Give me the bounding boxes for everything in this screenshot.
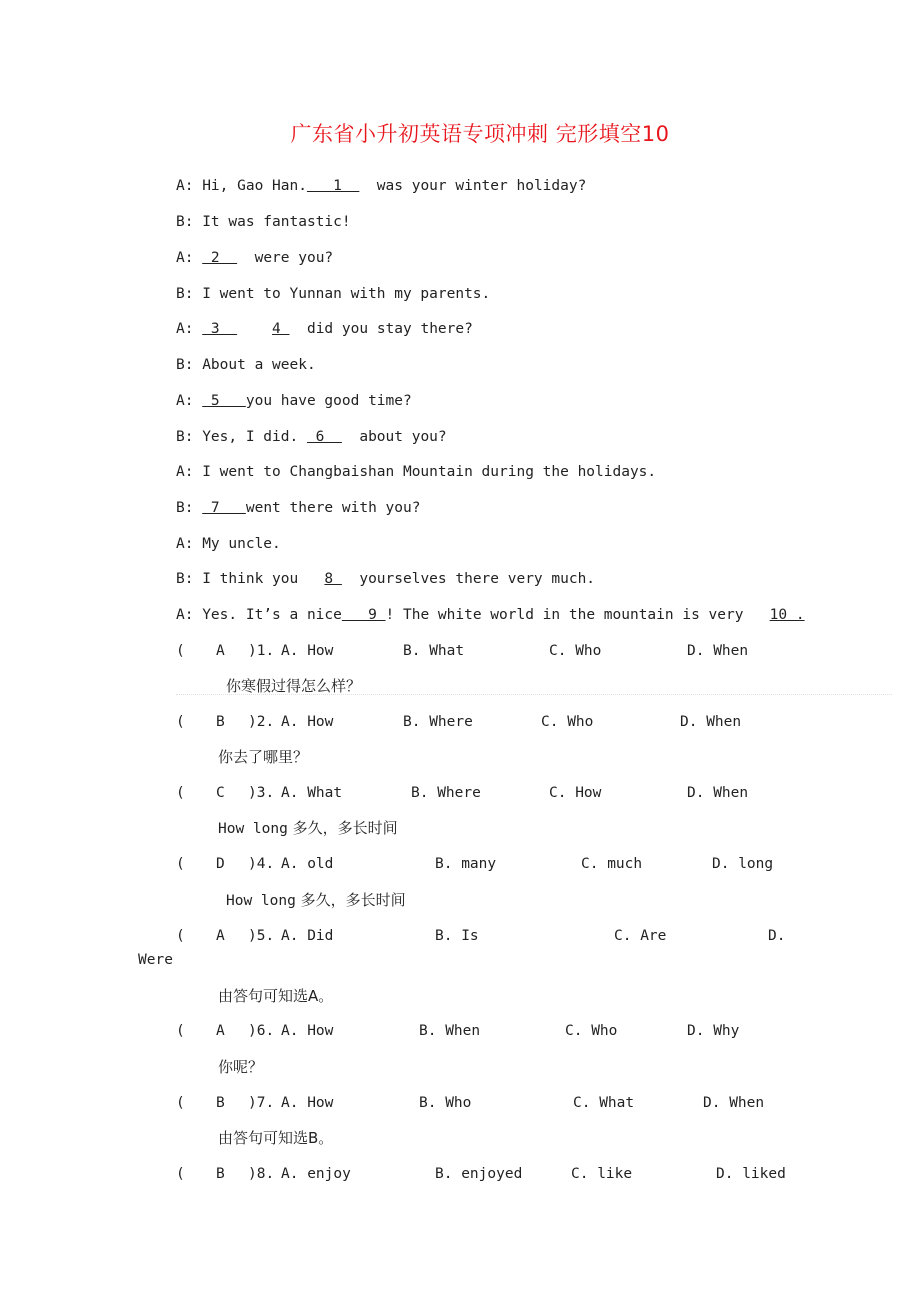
dialogue-line [176, 212, 351, 232]
explanation-text: 你呢？ [218, 1058, 264, 1076]
option: C. What [573, 1095, 635, 1111]
dialogue-text: A: Hi, Gao Han. [176, 178, 307, 194]
dialogue-text: A: [176, 393, 203, 409]
paren: ( [176, 928, 185, 944]
option: C. like [571, 1166, 633, 1182]
option: A. old [281, 856, 334, 872]
answer: B [216, 714, 225, 730]
option: B. Where [403, 714, 473, 730]
option: D. When [687, 785, 749, 801]
option: B. When [419, 1023, 481, 1039]
explanation [218, 747, 308, 767]
paren: ( [176, 1166, 185, 1182]
option: C. Who [565, 1023, 618, 1039]
answer: C [216, 785, 225, 801]
explanation-phrase: How long [226, 893, 296, 909]
blank: 9 [341, 607, 386, 623]
option: A. Did [281, 928, 334, 944]
dialogue-line [176, 498, 420, 518]
question-number: )7. [248, 1095, 275, 1111]
option: A. How [281, 1095, 334, 1111]
option: A. What [281, 785, 343, 801]
answer: A [216, 643, 225, 659]
dialogue-text: B: [176, 500, 203, 516]
dialogue-line [176, 569, 595, 589]
option: A. enjoy [281, 1166, 351, 1182]
option: C. much [581, 856, 643, 872]
dialogue-text: B: About a week. [176, 357, 316, 373]
option: C. How [549, 785, 602, 801]
dialogue-line [176, 427, 447, 447]
option: B. enjoyed [435, 1166, 523, 1182]
dialogue-text: you have good time? [245, 393, 412, 409]
explanation-text: 由答句可知选B。 [218, 1129, 334, 1147]
dialogue-line [176, 534, 281, 554]
explanation [218, 986, 333, 1006]
dialogue-text: A: I went to Changbaishan Mountain during the holidays. [176, 464, 657, 480]
question-number: )2. [248, 714, 275, 730]
blank: 2 [202, 250, 238, 266]
explanation-text: 由答句可知选A。 [218, 987, 334, 1005]
option: D. When [687, 643, 749, 659]
blank: 5 [202, 393, 246, 409]
explanation [226, 890, 406, 911]
explanation-text: 你寒假过得怎么样？ [226, 677, 362, 695]
option: B. Is [435, 928, 479, 944]
blank: 3 [202, 321, 238, 337]
dialogue-text: about you? [341, 429, 447, 445]
option: D. [768, 928, 786, 944]
paren: ( [176, 1023, 185, 1039]
dialogue-text: went there with you? [245, 500, 421, 516]
paren: ( [176, 643, 185, 659]
option: C. Who [541, 714, 594, 730]
option: D. liked [716, 1166, 786, 1182]
explanation [218, 1128, 333, 1148]
blank: 10 . [769, 607, 805, 623]
dialogue-text: B: I went to Yunnan with my parents. [176, 286, 491, 302]
dialogue-line [176, 355, 316, 375]
explanation [226, 676, 361, 696]
paren: ( [176, 856, 185, 872]
dialogue-text [237, 321, 272, 337]
option: B. What [403, 643, 465, 659]
page-title: 广东省小升初英语专项冲刺 完形填空10 [290, 122, 670, 146]
option: C. Who [549, 643, 602, 659]
dialogue-line [176, 462, 656, 482]
option: C. Are [614, 928, 667, 944]
option: B. Where [411, 785, 481, 801]
dialogue-text: A: Yes. It’s a nice [176, 607, 342, 623]
explanation-phrase: How long [218, 821, 288, 837]
dialogue-line [176, 319, 473, 339]
option-wrap: Were [138, 952, 173, 968]
answer: A [216, 928, 225, 944]
option: D. long [712, 856, 774, 872]
paren: ( [176, 785, 185, 801]
option: D. Why [687, 1023, 740, 1039]
option: A. How [281, 1023, 334, 1039]
dialogue-text: A: [176, 321, 203, 337]
dialogue-text: yourselves there very much. [341, 571, 596, 587]
answer: B [216, 1166, 225, 1182]
blank: 7 [202, 500, 246, 516]
dialogue-text: A: My uncle. [176, 536, 281, 552]
blank: 1 [306, 178, 360, 194]
question-number: )4. [248, 856, 275, 872]
dialogue-line [176, 391, 412, 411]
explanation-text: 多久，多长时间 [292, 819, 398, 837]
dialogue-line [176, 176, 586, 196]
answer: B [216, 1095, 225, 1111]
question-number: )5. [248, 928, 275, 944]
question-number: )3. [248, 785, 275, 801]
option: D. When [703, 1095, 765, 1111]
blank: 6 [306, 429, 342, 445]
dialogue-text: was your winter holiday? [359, 178, 587, 194]
blank: 8 [324, 571, 342, 587]
option: B. many [435, 856, 497, 872]
option: A. How [281, 714, 334, 730]
dialogue-text: B: It was fantastic! [176, 214, 351, 230]
blank: 4 [272, 321, 290, 337]
explanation [218, 1057, 263, 1077]
option: B. Who [419, 1095, 472, 1111]
dialogue-line [176, 248, 333, 268]
dialogue-text: ! The white world in the mountain is very [385, 607, 770, 623]
option: D. When [680, 714, 742, 730]
explanation-text: 多久，多长时间 [300, 891, 406, 909]
dialogue-line [176, 284, 490, 304]
dialogue-text: were you? [237, 250, 334, 266]
answer: D [216, 856, 225, 872]
dialogue-text: B: Yes, I did. [176, 429, 307, 445]
question-number: )1. [248, 643, 275, 659]
option: A. How [281, 643, 334, 659]
dialogue-text: did you stay there? [289, 321, 473, 337]
explanation-text: 你去了哪里？ [218, 748, 309, 766]
explanation [218, 818, 398, 839]
question-number: )8. [248, 1166, 275, 1182]
answer: A [216, 1023, 225, 1039]
paren: ( [176, 1095, 185, 1111]
dialogue-text: A: [176, 250, 203, 266]
dialogue-line [176, 605, 805, 625]
question-number: )6. [248, 1023, 275, 1039]
paren: ( [176, 714, 185, 730]
dialogue-text: B: I think you [176, 571, 325, 587]
